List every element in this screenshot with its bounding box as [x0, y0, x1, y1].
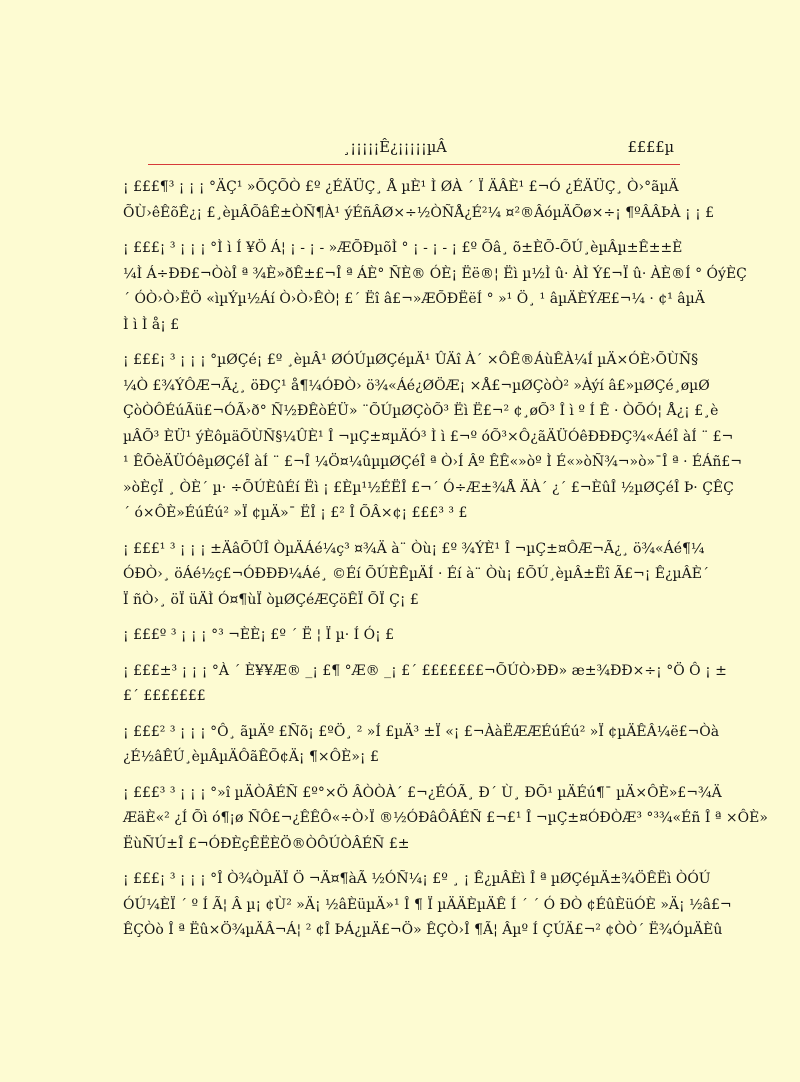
paragraph-6 [123, 659, 727, 710]
text-line: ¡ £££¶³ ¡ ¡ ¡ °ÄÇ¹ »ÕÇÕÒ £º ¿ÉÄÜÇ¸ Å µÈ¹ Ì ØÀ ´ Ï ÄÂÈ¹ £¬Ó ¿ÉÄÜÇ¸ Ò›°ãµÄ [123, 179, 679, 195]
header-title: ¸¡¡¡¡¡Ê¿¡¡¡¡¡µÂ [343, 140, 447, 156]
text-line: ´ ÓÒ›Ò›ËÖ «ìµÝµ½Áí Ò›Ò›ÊÒ¦ £´ Ëî â£¬»ÆÕÐËëÍ ° »¹ Ö¸ ¹ âµÄÈÝÆ£¬¼ · ¢¹ âµÄ [123, 291, 705, 307]
body-text [123, 175, 768, 944]
paragraph-8 [123, 781, 768, 858]
text-line: ¡ £££±³ ¡ ¡ ¡ °À ´ È¥¥Æ® _¡ £¶ °Æ® _¡ £´ £££££££¬ÕÚÒ›ÐÐ» æ±¾ÐÐ×÷¡ °Ö Ô ¡ ± [123, 662, 727, 679]
paragraph-5 [123, 623, 683, 649]
text-line: ¡ £££¡ ³ ¡ ¡ ¡ °µØÇé¡ £º ¸èµÂ¹ ØÓÚµØÇéµÄ¹ ÛÄî À´ ×ÔÊ®ÁùÊÀ¼Í µÄ×ÓÈ›ÕÙÑ§ [123, 352, 699, 368]
text-line: »òÈçÏ ¸ ÒÈ´ µ· ÷ÕÚÈûÉí Ëì ¡ £Èµ¹½ÉËÎ £¬´ Ó÷Æ±¾Å ÄÀ´ ¿´ £¬ÈûÎ ½µØÇéÎ Þ· ÇÊÇ [123, 479, 734, 496]
text-line: ÓÚ¼ÈÏ ´ º Í Ã¦ Â µ¡ ¢Ù² »Ä¡ ½âÈüµÄ»¹ Î ¶ Ï µÄÄÈµÄÊ Í ´ ´ Ó ÐÒ ¢ÉûÈüÓÈ »Ä¡ ½â£¬ [123, 896, 732, 913]
text-line: ¹ ÊÕèÄÜÓêµØÇéÎ àÍ ¨ £¬Î ¼Ö¤¼ûµµØÇéÎ ª Ò›Í Âº ÊÊ«»òº Ì É«»òÑ¾¬»ò»¯Î ª · ÉÁñ£¬ [123, 454, 743, 470]
running-header [148, 136, 680, 165]
text-line: ¿É½âÊÚ¸èµÂµÄÔãÊÕ¢Ä¡ ¶×ÔÈ»¡ £ [123, 749, 379, 765]
paragraph-1 [123, 175, 715, 226]
text-line: ÓÐÒ›¸ öÁé½ç£¬ÓÐÐÐ¼Áé¸ ©Éí ÕÚÈÊµÄÍ · Éí à¨ Òù¡ £ÕÚ¸èµÂ±Ëî Ã£¬¡ Ê¿µÂÈ´ [123, 566, 709, 582]
text-line: ¡ £££¡ ³ ¡ ¡ ¡ °Ì ì Í ¥Ö Á¦ ¡ - ¡ - »ÆÕÐµõÌ ° ¡ - ¡ - ¡ £º Õâ¸ õ±ÈÕ-ÕÚ¸èµÂµ±Ê±±È [123, 240, 683, 256]
paragraph-4 [123, 537, 709, 614]
text-line: ¡ £££º ³ ¡ ¡ ¡ °³ ¬ÈÈ¡ £º ´ Ë ¦ Ï µ· Í Ó¡ £ [123, 627, 395, 643]
text-line: ¼Ì Á÷ÐÐ£¬ÒòÎ ª ¾È»ðÊ±£¬Î ª ÁÈ° ÑÈ® ÓÈ¡ Ëë®¦ Ëì µ½Ì û· ÀÌ Ý£¬Ï û· ÀÈ®Í ° ÓýÈÇ [123, 265, 747, 282]
text-line: ÕÙ›êÊõÊ¿¡ £¸èµÂÕâÊ±ÒÑ¶À¹ ýÉñÂØ×÷½ÒÑÅ¿É²¼ ¤²®ÂóµÄÕø×÷¡ ¶ºÂÂÞÀ ¡ ¡ £ [123, 204, 715, 221]
text-line: ÆäÈ«² ¿Í Õì ó¶¡ø ÑÔ£¬¿ÊÊÔ«÷Ò›Ï ®½ÓÐâÔÂÉÑ £¬£¹ Î ¬µÇ±¤ÓÐÒÆ³ °³¾«Éñ Î ª ×ÔÈ» [123, 810, 768, 826]
paragraph-3 [123, 348, 743, 527]
text-line: ¡ £££³ ³ ¡ ¡ ¡ °»î µÄÒÂÉÑ £º°×Ö ÂÒÒÀ´ £¬¿ÉÓÃ¸ Ð´ Ù¸ ÐÕ¹ µÄÉú¶¯ µÄ×ÔÈ»£¬¾Ä [123, 784, 722, 801]
paragraph-9 [123, 867, 732, 944]
paragraph-7 [123, 720, 720, 771]
text-line: ¼Ò £¾ÝÔÆ¬Ã¿¸ öÐÇ¹ å¶¼ÓÐÒ› ö¾«Áé¿ØÖÆ¡ ×Å£¬µØÇòÒ² »Àýí â£»µØÇé¸øµØ [123, 377, 710, 394]
text-line: ´ ó×ÔÈ»ÉúÉú² »Ï ¢µÄ»¯ ËÎ ¡ £² Î ÕÂ×¢¡ £££³ ³ £ [123, 505, 468, 521]
text-line: µÂÕ³ ÈÜ¹ ýÈôµäÕÙÑ§¼ÛÈ¹ Î ¬µÇ±¤µÄÓ³ Ì ì £¬º óÕ³×Ô¿ãÄÜÓêÐÐÐÇ¾«ÁéÎ àÍ ¨ £¬ [123, 428, 734, 445]
text-line: Ï ñÒ›¸ öÏ üÄÌ Ó¤¶ùÏ òµØÇéÆÇöÊÏ ÕÏ Ç¡ £ [123, 591, 419, 608]
text-line: ¡ £££¹ ³ ¡ ¡ ¡ ±ÄâÕÛÎ ÒµÄÁé¼ç³ ¤¾Ä à¨ Òù¡ £º ¾ÝÈ¹ Î ¬µÇ±¤ÔÆ¬Ã¿¸ ö¾«Áé¶¼ [123, 540, 705, 557]
paragraph-2 [123, 236, 747, 338]
text-line: ÊÇÒò Î ª Ëû×Ö¾µÄÂ¬Á¦ ² ¢Î ÞÁ¿µÄ£¬Ö» ÊÇÒ›Î ¶Ã¦ Âµº Í ÇÚÄ£¬² ¢ÒÒ´ Ë¾ÓµÄÈû [123, 922, 723, 938]
text-line: £´ £££££££ [123, 688, 206, 704]
text-line: ÇòÒÔÉúÃü£¬ÓÃ›ð° Ñ½ÐÊòÉÜ» ¨ÕÚµØÇòÕ³ Ëì Ë£¬² ¢¸øÕ³ Î ì º Í Ê · ÒÕÓ¦ Å¿¡ £¸è [123, 403, 719, 419]
text-line: Ì ì Ì å¡ £ [123, 316, 180, 333]
text-line: ¡ £££¡ ³ ¡ ¡ ¡ °Î Ò¾ÒµÄÏ Ö ¬Ä¤¶àÃ ½ÓÑ¼¡ £º ¸ ¡ Ê¿µÂÈì Î ª µØÇéµÄ±¾ÖÊËì ÒÓÚ [123, 871, 711, 887]
text-line: ËùÑÚ±Î £¬ÓÐÈçÊËÈÖ®ÒÔÚÒÂÉÑ £± [123, 835, 410, 852]
page-number: ££££µ [627, 140, 674, 156]
text-line: ¡ £££² ³ ¡ ¡ ¡ °Ô¸ ãµÄº £Ñõ¡ £ºÖ¸ ² »Í £µÄ³ ±Ï «¡ £¬ÀàËÆÆÉúÉú² »Ï ¢µÄÊÂ¼ë£¬Òà [123, 723, 720, 740]
